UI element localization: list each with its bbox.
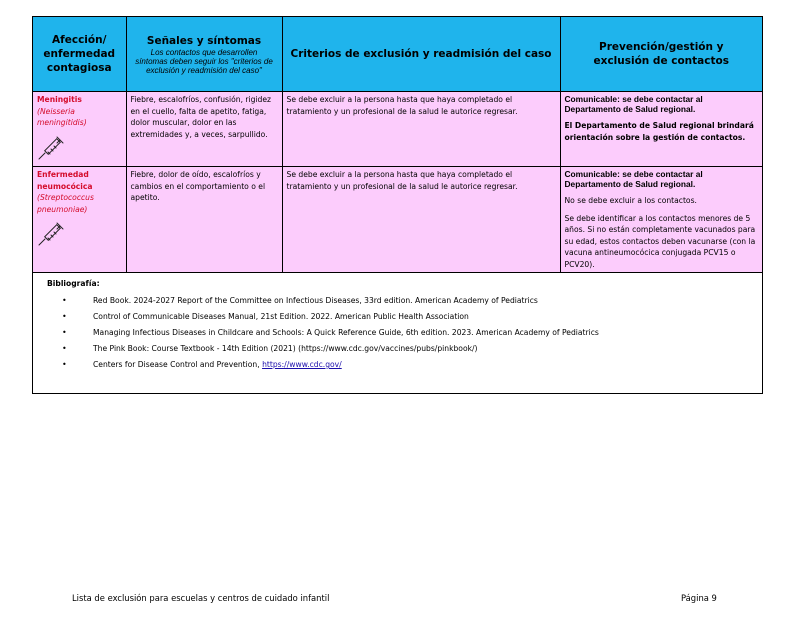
paren-close: ) [83,118,87,127]
condition-cell [33,92,126,167]
footer-title: Lista de exclusión para escuelas y centros de cuidado infantil [72,593,330,603]
condition-cell [33,167,126,273]
header-exclusion-criteria: Criterios de exclusión y readmisión del caso [282,17,560,92]
list-item: • Control of Communicable Diseases Manual, 21st Edition. 2022. American Public Health Association [47,311,747,327]
prevention-cell [560,167,762,273]
bibliography-title: Bibliografía: [47,279,100,288]
bibliography [47,279,747,375]
page-frame [32,16,763,394]
prevention-text: Comunicable: se debe contactar al Departamento de Salud regional. [564,94,703,114]
prevention-text: El Departamento de Salud regional brindará orientación sobre la gestión de contactos. [564,121,754,142]
paren-close: ) [84,204,88,214]
exclusion-cell: Se debe excluir a la persona hasta que haya completado el tratamiento y un profesional de la salud le autorice regresar. [282,92,560,167]
scientific-name: Neisseria meningitidis [37,106,84,127]
header-symptoms-note: Los contactos que desarrollen síntomas deben seguir los "criterios de exclusión y readmisión del caso" [135,47,273,75]
disease-name: Meningitis [37,95,82,104]
symptoms-cell: Fiebre, escalofríos, confusión, rigidez en el cuello, falta de apetito, fatiga, dolor muscular, dolor en las extremidades y, a veces, sarpullido. [126,92,282,167]
list-item: • Red Book. 2024-2027 Report of the Committee on Infectious Diseases, 33rd edition. American Academy of Pediatrics [47,295,747,311]
prevention-text: Se debe identificar a los contactos menores de 5 años. Si no están completamente vacunados para su edad, estos contactos deben vacunarse (con la vacuna antineumocócica conjugada PCV15 o PCV20). [564,213,756,269]
header-symptoms [126,17,282,92]
exclusion-table [33,17,762,273]
scientific-name: Streptococcus pneumoniae [37,193,94,214]
symptoms-cell: Fiebre, dolor de oído, escalofríos y cambios en el comportamiento o el apetito. [126,167,282,273]
page-number: Página 9 [681,593,717,603]
citation-text: Centers for Disease Control and Prevention, [93,360,263,369]
prevention-text: No se debe excluir a los contactos. [564,196,697,205]
disease-name: Enfermedad neumocócica [37,170,93,191]
list-item: • The Pink Book: Course Textbook - 14th Edition (2021) (https://www.cdc.gov/vaccines/pubs/pinkbook/) [47,343,747,359]
syringe-icon [37,135,122,165]
bibliography-list [47,295,747,375]
table-row [33,167,762,273]
list-item [47,359,747,375]
paren-open: ( [37,106,40,116]
prevention-text: Comunicable: se debe contactar al Departamento de Salud regional. [564,169,703,189]
header-condition: Afección/ enfermedad contagiosa [33,17,126,92]
prevention-cell [560,92,762,167]
table-header-row [33,17,762,92]
header-symptoms-title: Señales y síntomas [146,34,262,47]
header-prevention: Prevención/gestión y exclusión de contactos [560,17,762,92]
syringe-icon [37,221,122,251]
list-item: • Managing Infectious Diseases in Childcare and Schools: A Quick Reference Guide, 6th edition. 2023. American Academy of Pediatrics [47,327,747,343]
table-row [33,92,762,167]
exclusion-cell: Se debe excluir a la persona hasta que haya completado el tratamiento y un profesional de la salud le autorice regresar. [282,167,560,273]
paren-open: ( [37,193,40,202]
cdc-link[interactable]: https://www.cdc.gov/ [262,360,342,369]
